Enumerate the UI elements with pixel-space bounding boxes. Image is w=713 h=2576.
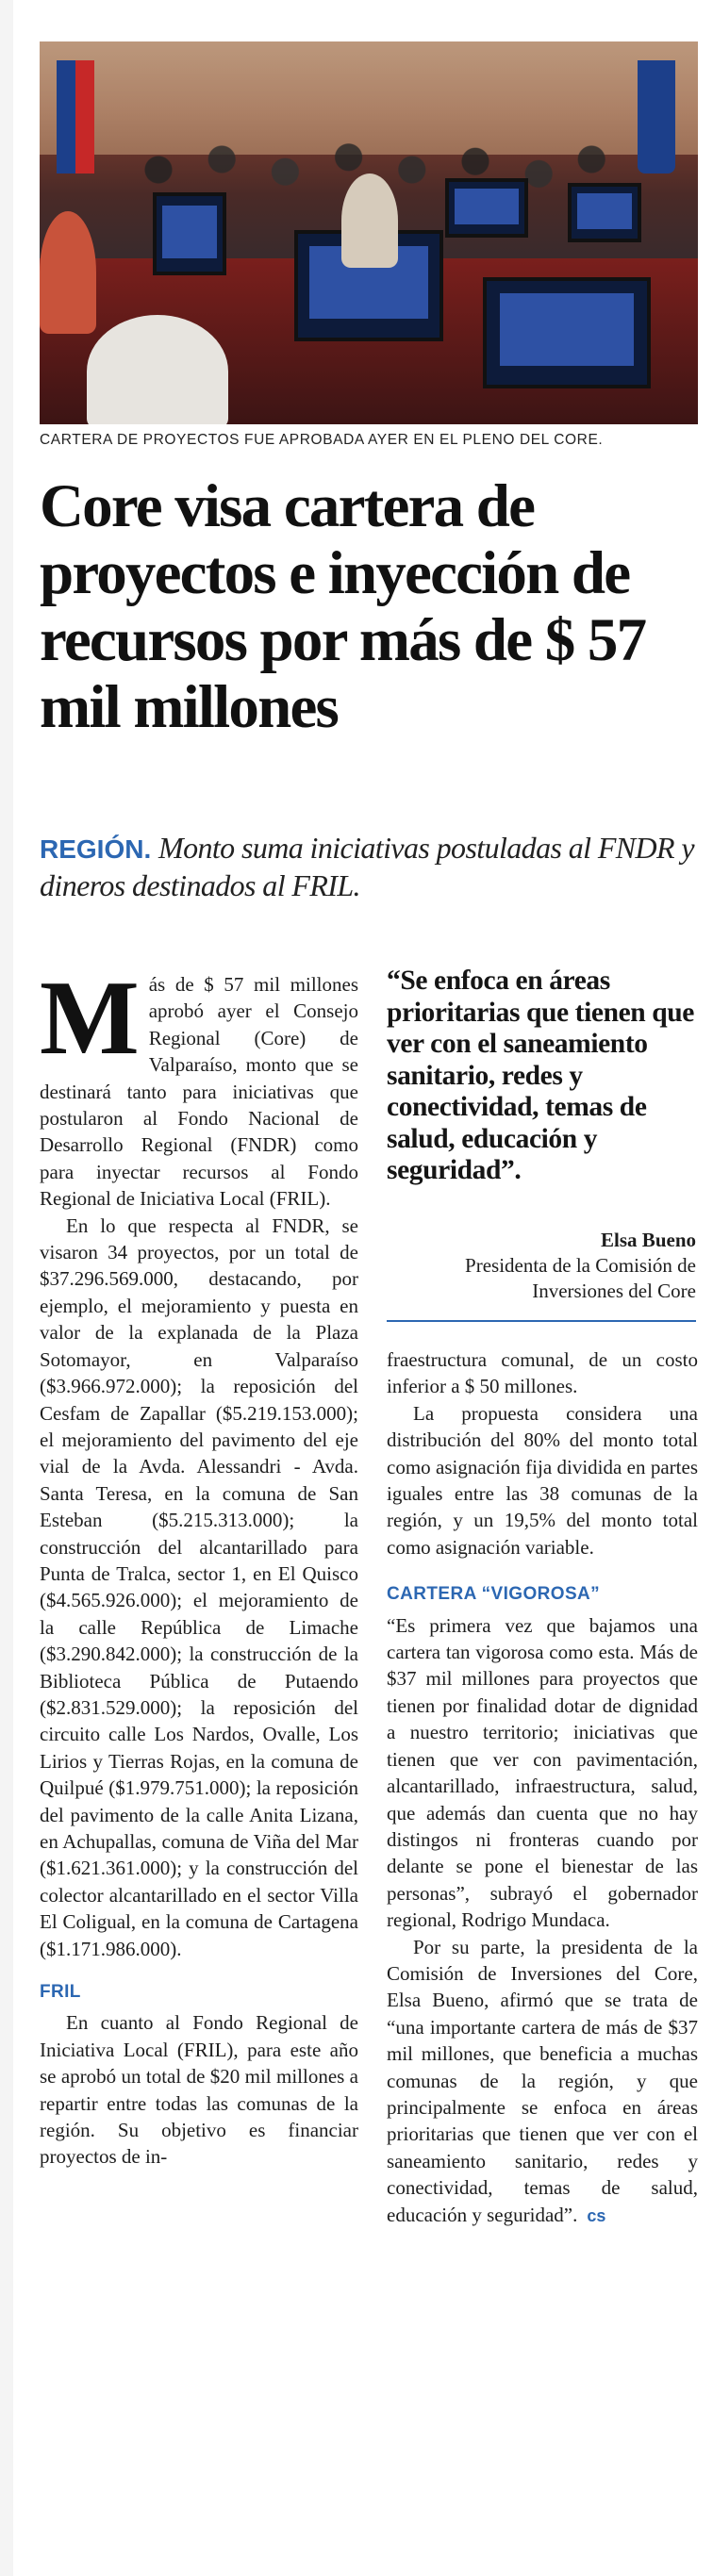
section-tag: REGIÓN. bbox=[40, 834, 152, 864]
body-paragraph: En cuanto al Fondo Regional de Iniciativa Local (FRIL), para este año se aprobó un total de $20 mil millones a repartir entre todas las comunas de la región. Su objetivo es financiar proyectos de in- bbox=[40, 2011, 358, 2169]
photo-person bbox=[40, 211, 96, 334]
body-paragraph: En lo que respecta al FNDR, se visaron 34 proyectos, por un total de $37.296.569.000, destacando, por ejemplo, el mejoramiento y puesta en valor de la explanada de la Plaza Sotomayor, en Valparaíso ($3.966.972.000); la reposición del Cesfam de Zapallar ($5.219.153.000); el mejoramiento del pavimento del eje vial de la Avda. Alessandri - Avda. Santa Teresa, en la comuna de San Esteban ($5.215.313.000); la construcción del alcantarillado para Punta de Tralca, sector 1, en El Quisco ($4.565.926.000); el mejoramiento de la calle República de Limache ($3.290.842.000); la construcción de la Biblioteca Pública de Putaendo ($2.831.529.000); la reposición del circuito calle Los Nardos, Ovalle, Los Lirios y Tierras Rojas, en la comuna de Quilpué ($1.979.751.000); la reposición del pavimento de la calle Anita Lizana, en Achupallas, comuna de Viña del Mar ($1.621.361.000); y la construcción del colector alcantarillado en el sector Villa El Coligual, en la comuna de Cartagena ($1.171.986.000). bbox=[40, 1214, 358, 1960]
photo-person bbox=[341, 173, 398, 268]
flag-left bbox=[57, 60, 94, 173]
drop-cap: M bbox=[40, 960, 140, 1077]
body-column-left bbox=[40, 960, 358, 2171]
body-column-right bbox=[387, 1346, 698, 2229]
end-mark-icon: cs bbox=[587, 2205, 606, 2225]
body-paragraph: fraestructura comunal, de un costo inferior a $ 50 millones. bbox=[387, 1348, 698, 1398]
body-paragraph: Más de $ 57 mil millones aprobó ayer el Consejo Regional (Core) de Valparaíso, monto que se destinará tanto para iniciativas que postularon al Fondo Nacional de Desarrollo Regional (FNDR) como para inyectar recursos al Fondo Regional de Iniciativa Local (FRIL). bbox=[40, 960, 358, 1211]
quote-author-role: Presidenta de la Comisión de Inversiones del Core bbox=[465, 1254, 696, 1302]
body-paragraph: La propuesta considera una distribución del 80% del monto total como asignación fija dividida en partes iguales entre las 38 comunas de la región, y un 19,5% del monto total como asignación variable. bbox=[387, 1401, 698, 1559]
page-gutter bbox=[0, 0, 13, 2576]
photo-monitor bbox=[153, 192, 226, 275]
photo-monitor bbox=[568, 183, 641, 242]
body-paragraph: “Es primera vez que bajamos una cartera tan vigorosa como esta. Más de $37 mil millones para proyectos que tienen por finalidad dotar de dignidad a nuestro territorio; iniciativas que tienen que ver con pavimentación, alcantarillado, infraestructura, salud, que además dan cuenta que no hay distingos ni fronteras cuando por delante se pone el bienestar de las personas”, subrayó el gobernador regional, Rodrigo Mundaca. bbox=[387, 1613, 698, 1932]
article-photo bbox=[40, 41, 698, 424]
pull-quote-attribution bbox=[387, 1228, 696, 1304]
photo-monitor bbox=[483, 277, 651, 388]
body-paragraph: Por su parte, la presidenta de la Comisión de Inversiones del Core, Elsa Bueno, afirmó que se trata de “una importante cartera de más de $37 mil millones, que beneficia a muchas comunas de la región, y que principalmente se enfoca en áreas prioritarias que tienen que ver con el saneamiento sanitario, redes y conectividad, temas de salud, educación y seguridad”. cs bbox=[387, 1935, 698, 2226]
lead bbox=[40, 830, 700, 904]
lead-text: Monto suma iniciativas postuladas al FNDR y dineros destinados al FRIL. bbox=[40, 831, 694, 902]
flag-right bbox=[638, 60, 675, 173]
subhead-cartera: CARTERA “VIGOROSA” bbox=[387, 1584, 601, 1605]
divider bbox=[387, 1320, 696, 1322]
photo-person bbox=[87, 315, 228, 424]
pull-quote: “Se enfoca en áreas prioritarias que tienen que ver con el saneamiento sanitario, redes y conectividad, temas de salud, educación y seguridad”. bbox=[387, 966, 694, 1185]
quote-author-name: Elsa Bueno bbox=[601, 1229, 696, 1251]
photo-monitor bbox=[445, 178, 528, 238]
photo-caption: CARTERA DE PROYECTOS FUE APROBADA AYER EN EL PLENO DEL CORE. bbox=[40, 432, 604, 448]
headline: Core visa cartera de proyectos e inyección de recursos por más de $ 57 mil millones bbox=[40, 472, 646, 741]
subhead-fril: FRIL bbox=[40, 1982, 81, 2003]
